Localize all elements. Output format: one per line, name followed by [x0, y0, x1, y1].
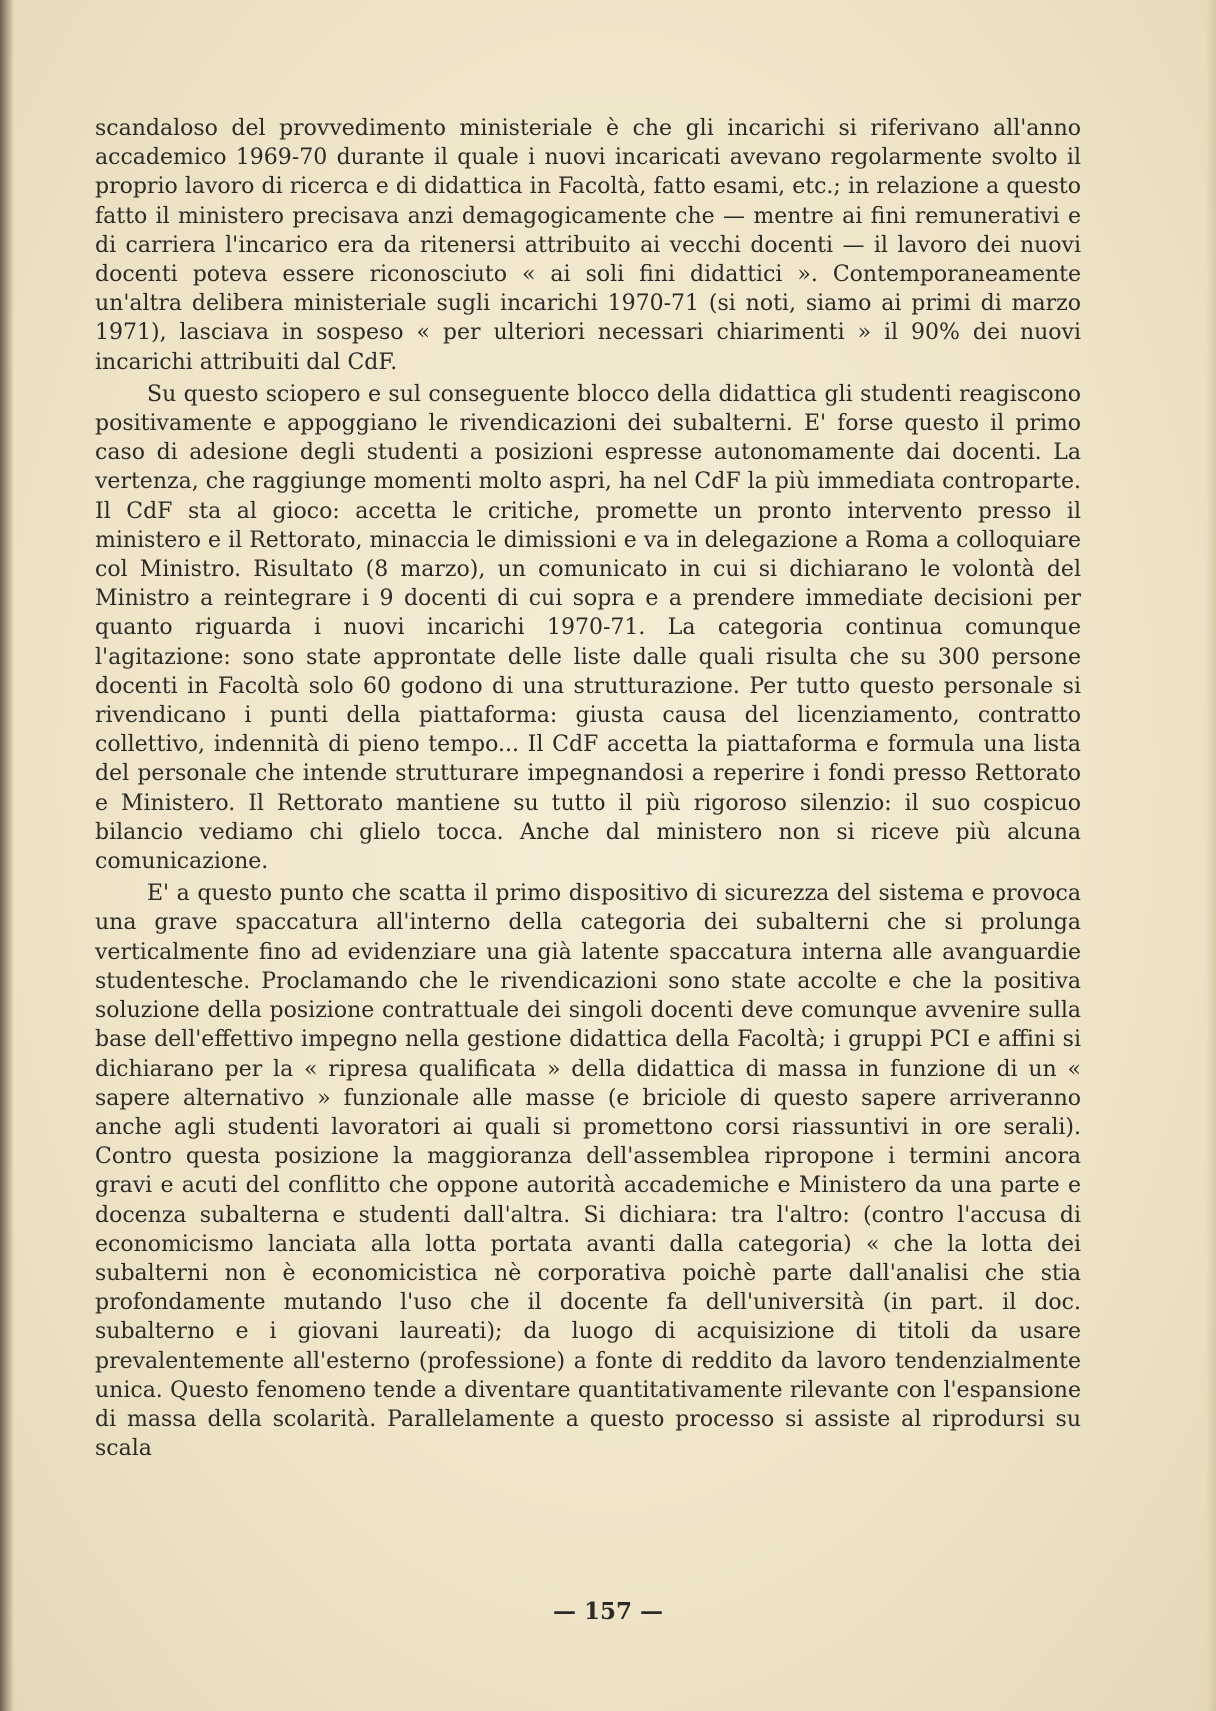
paragraph-continuation: scandaloso del provvedimento ministeriale è che gli incarichi si riferivano all'anno accademico 1969-70 durante il quale i nuovi incaricati avevano regolarmente svolto il proprio lavoro di ricerca e di didattica in Facoltà, fatto esami, etc.; in relazione a questo fatto il ministero precisava anzi demagogicamente che — mentre ai fini remunerativi e di carriera l'incarico era da ritenersi attribuito ai vecchi docenti — il lavoro dei nuovi docenti poteva essere riconosciuto « ai soli fini didattici ». Contemporaneamente un'altra delibera ministeriale sugli incarichi 1970-71 (si noti, siamo ai primi di marzo 1971), lasciava in sospeso « per ulteriori necessari chiarimenti » il 90% dei nuovi incarichi attribuiti dal CdF. [95, 116, 1081, 375]
page-edge-shadow [1206, 0, 1216, 1711]
paragraph-strike-reaction: Su questo sciopero e sul conseguente blocco della didattica gli studenti reagiscono positivamente e appoggiano le rivendicazioni dei subalterni. E' forse questo il primo caso di adesione degli studenti a posizioni espresse autonomamente dai docenti. La vertenza, che raggiunge momenti molto aspri, ha nel CdF la più immediata controparte. Il CdF sta al gioco: accetta le critiche, promette un pronto intervento presso il ministero e il Rettorato, minaccia le dimissioni e va in delegazione a Roma a colloquiare col Ministro. Risultato (8 marzo), un comunicato in cui si dichiarano le volontà del Ministro a reintegrare i 9 docenti di cui sopra e a prendere immediate decisioni per quanto riguarda i nuovi incarichi 1970-71. La categoria continua comunque l'agitazione: sono state approntate delle liste dalle quali risulta che su 300 persone docenti in Facoltà solo 60 godono di una strutturazione. Per tutto questo personale si rivendicano i punti della piattaforma: giusta causa del licenziamento, contratto collettivo, indennità di pieno tempo... Il CdF accetta la piattaforma e formula una lista del personale che intende strutturare impegnandosi a reperire i fondi presso Rettorato e Ministero. Il Rettorato mantiene su tutto il più rigoroso silenzio: il suo cospicuo bilancio vediamo chi glielo tocca. Anche dal ministero non si riceve più alcuna comunicazione. [95, 381, 1081, 875]
body-text [95, 114, 1081, 1466]
paragraph-security-mechanism: E' a questo punto che scatta il primo dispositivo di sicurezza del sistema e provoca una grave spaccatura all'interno della categoria dei subalterni che si prolunga verticalmente fino ad evidenziare una già latente spaccatura interna alle avanguardie studentesche. Proclamando che le rivendicazioni sono state accolte e che la positiva soluzione della posizione contrattuale dei singoli docenti deve comunque avvenire sulla base dell'effettivo impegno nella gestione didattica della Facoltà; i gruppi PCI e affini si dichiarano per la « ripresa qualificata » della didattica di massa in funzione di un « sapere alternativo » funzionale alle masse (e briciole di questo sapere arriveranno anche agli studenti lavoratori ai quali si promettono corsi riassuntivi in ore serali). Contro questa posizione la maggioranza dell'assemblea ripropone i termini ancora gravi e acuti del conflitto che oppone autorità accademiche e Ministero da una parte e docenza subalterna e studenti dall'altra. Si dichiara: tra l'altro: (contro l'accusa di economicismo lanciata alla lotta portata avanti dalla categoria) « che la lotta dei subalterni non è economicistica nè corporativa poichè parte dall'analisi che stia profondamente mutando l'uso che il docente fa dell'università (in part. il doc. subalterno e i giovani laureati); da luogo di acquisizione di titoli da usare prevalentemente all'esterno (professione) a fonte di reddito da lavoro tendenzialmente unica. Questo fenomeno tende a diventare quantitativamente rilevante con l'espansione di massa della scolarità. Parallelamente a questo processo si assiste al riprodursi su scala [95, 881, 1081, 1462]
page-binding-shadow [0, 0, 14, 1711]
page-number: — 157 — [552, 1598, 664, 1625]
